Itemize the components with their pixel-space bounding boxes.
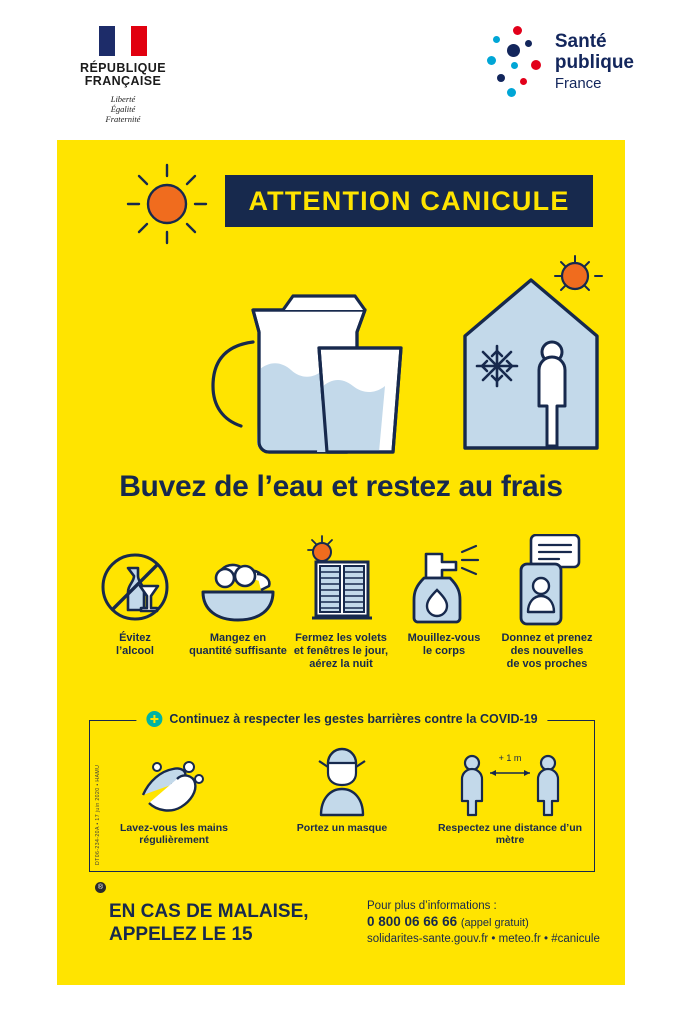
no-alcohol-icon (96, 548, 174, 626)
advice-item-alcohol (85, 528, 185, 671)
handwash-icon (137, 755, 211, 817)
page-header (0, 0, 682, 140)
advice-caption: Mangez en quantité suffisante (189, 632, 287, 657)
sun-icon (125, 162, 209, 246)
snowflake-icon (477, 346, 517, 386)
info-label: Pour plus d’informations : (367, 900, 497, 912)
covid-item-handwash (90, 743, 258, 846)
covid-barrier-gestures-box (89, 712, 595, 872)
small-sun-icon (555, 256, 602, 290)
more-info-block (367, 898, 600, 947)
water-glass-icon (317, 348, 401, 452)
banner-attention-canicule (225, 175, 593, 227)
republic-line2: FRANÇAISE (84, 74, 162, 88)
info-links[interactable]: solidarites-sante.gouv.fr • meteo.fr • #canicule (367, 933, 600, 945)
advice-caption: Fermez les volets et fenêtres le jour, aérez la nuit (293, 632, 389, 670)
motto-liberte: Liberté (110, 94, 136, 104)
advice-caption: Évitez l’alcool (116, 632, 154, 657)
document-reference-code: DT06-234-20A • 17 juin 2020 • HAMU (95, 764, 101, 865)
spf-wordmark (555, 31, 634, 94)
advice-caption: Donnez et prenez des nouvelles de vos proches (501, 632, 593, 670)
phone-message-icon (511, 534, 583, 626)
cool-house-icon (465, 280, 597, 448)
covid-item-mask (258, 743, 426, 846)
distance-label: + 1 m (498, 753, 522, 763)
hero-illustration (57, 250, 625, 470)
face-mask-icon (311, 745, 373, 817)
banner-title: ATTENTION CANICULE (248, 185, 570, 216)
advice-item-spray (394, 528, 494, 671)
covid-caption: Portez un masque (296, 822, 388, 834)
closed-shutters-icon (302, 534, 380, 626)
page-title: Buvez de l’eau et restez au frais (119, 470, 563, 503)
covid-box-title: Continuez à respecter les gestes barrières contre la COVID-19 (136, 711, 547, 727)
motto-fraternite: Fraternité (105, 114, 141, 124)
advice-row (85, 528, 597, 671)
republic-motto (48, 94, 198, 124)
motto-egalite: Égalité (110, 104, 136, 114)
distance-icon (450, 747, 570, 817)
spf-line1: Santé (554, 30, 607, 52)
covid-caption: Respectez une distance d’un mètre (437, 822, 583, 846)
emergency-instruction: EN CAS DE MALAISE, APPELEZ LE 15 (109, 901, 309, 945)
side-mark-icon: ® (95, 882, 106, 893)
spf-line3: France (554, 74, 602, 92)
republique-francaise-logo (48, 26, 198, 124)
plus-icon (146, 711, 162, 727)
republic-title (48, 62, 198, 88)
covid-item-distance (426, 743, 594, 846)
republic-line1: RÉPUBLIQUE (80, 61, 166, 75)
spf-line2: publique (554, 51, 634, 73)
food-bowl-icon (195, 556, 281, 626)
french-flag-icon (99, 26, 147, 56)
poster-body (57, 140, 625, 985)
advice-caption: Mouillez-vous le corps (407, 632, 481, 657)
covid-caption: Lavez-vous les mains régulièrement (120, 822, 228, 846)
spray-bottle-icon (404, 540, 484, 626)
info-phone: 0 800 06 66 66 (appel gratuit) (367, 914, 529, 929)
sante-publique-france-logo (487, 26, 634, 98)
advice-item-shutters (291, 528, 391, 671)
advice-item-contact (497, 528, 597, 671)
advice-item-food (188, 528, 288, 671)
spf-dots-icon (487, 26, 545, 98)
